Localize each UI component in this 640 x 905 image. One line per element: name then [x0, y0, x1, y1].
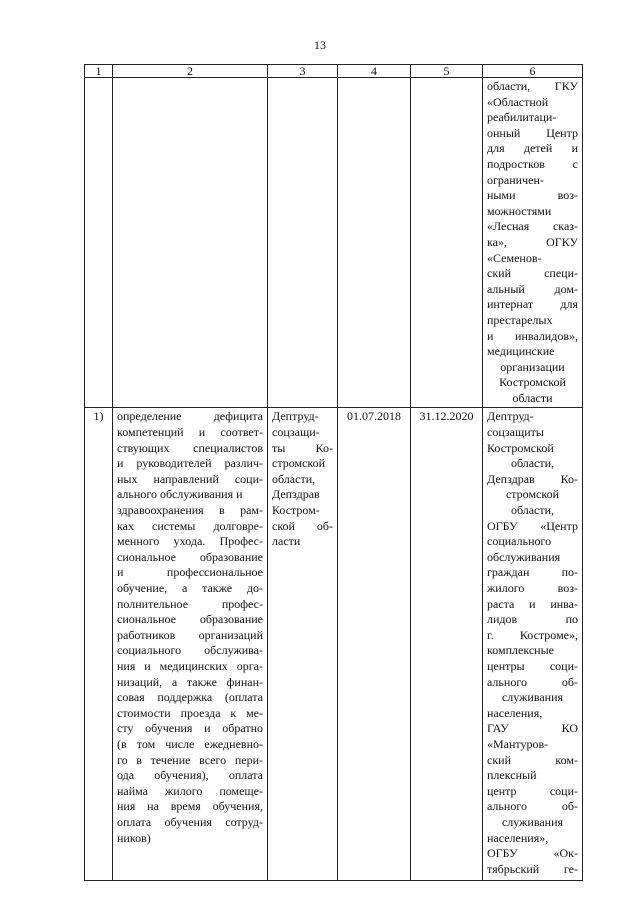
- text-line: подростков с: [487, 156, 578, 171]
- text-line: соцзащиты: [487, 425, 544, 440]
- text-line: ОГБУ «Центр: [487, 518, 578, 533]
- text-line: ка», ОГКУ: [487, 234, 578, 249]
- text-line: Депздрав Ко-: [487, 471, 578, 486]
- text-line: ального об-: [487, 799, 578, 814]
- text-line: низаций, а также финан-: [117, 674, 263, 689]
- text-line: здравоохранения в рам-: [117, 503, 263, 518]
- text-line: престарелых: [487, 312, 553, 327]
- text-line: населения»,: [487, 830, 549, 845]
- header-cell-2: 2: [113, 65, 268, 78]
- text-line: медицинские: [487, 344, 555, 359]
- text-line: ты Ко-: [272, 440, 333, 455]
- table-row: [85, 78, 583, 408]
- text-line: ласти: [272, 534, 301, 549]
- row1-cell-executors: [483, 78, 583, 408]
- text-line: сиональное образование: [117, 612, 263, 627]
- measures-table: [84, 64, 583, 881]
- row1-cell-responsible: [268, 78, 338, 408]
- text-line: совая поддержка (оплата: [117, 690, 263, 705]
- text-line: сту обучения и обратно: [117, 721, 263, 736]
- text-line: ального об-: [487, 674, 578, 689]
- text-line: ников): [117, 830, 151, 845]
- row2-cell-measure: [113, 408, 268, 881]
- text-line: раста и инва-: [487, 596, 578, 611]
- row2-cell-executors: [483, 408, 583, 881]
- text-line: реабилитаци-: [487, 110, 557, 125]
- text-line: Депздрав: [272, 487, 320, 502]
- text-line: лидов по: [487, 612, 578, 627]
- text-line: ОГБУ «Ок-: [487, 846, 578, 861]
- header-cell-4: 4: [338, 65, 411, 78]
- text-line: ального обслуживания и: [117, 487, 243, 502]
- text-line: организации: [500, 359, 565, 374]
- text-line: альный дом-: [487, 281, 578, 296]
- text-line: интернат для: [487, 297, 578, 312]
- header-cell-3: 3: [268, 65, 338, 78]
- text-line: ГАУ КО: [487, 721, 578, 736]
- text-line: г. Костроме»,: [487, 627, 578, 642]
- text-line: жилого воз-: [487, 581, 578, 595]
- text-line: ограничен-: [487, 172, 544, 187]
- text-line: работников организаций: [117, 627, 263, 642]
- header-cell-1: 1: [85, 65, 113, 78]
- table-row: [85, 408, 583, 881]
- text-line: социального: [487, 534, 552, 549]
- text-line: «Семенов-: [487, 250, 542, 265]
- text-line: ствующих специалистов: [117, 440, 263, 455]
- text-line: ния на время обучения,: [117, 799, 263, 814]
- text-line: тябрьский ге-: [487, 861, 578, 876]
- text-line: ода обучения), оплата: [117, 768, 263, 783]
- text-line: области,: [272, 471, 316, 486]
- text-line: и инвалидов»,: [487, 328, 578, 343]
- text-line: ский ком-: [487, 752, 578, 767]
- row2-cell-end-date: 31.12.2020: [411, 408, 483, 881]
- text-line: центр соци-: [487, 783, 578, 798]
- row1-cell-number: [85, 78, 113, 408]
- text-line: области,: [510, 503, 555, 518]
- text-line: «Мантуров-: [487, 736, 549, 751]
- row1-cell-measure: [113, 78, 268, 408]
- text-line: стоимости проезда к ме-: [117, 705, 263, 720]
- text-line: плексный: [487, 768, 537, 783]
- text-line: «Областной: [487, 94, 549, 109]
- text-line: и профессиональное: [117, 565, 263, 580]
- text-line: области: [512, 390, 553, 405]
- table-header-row: [85, 65, 583, 78]
- text-line: менного ухода. Профес-: [117, 534, 263, 549]
- text-line: «Лесная сказ-: [487, 219, 578, 234]
- row2-cell-number: 1): [85, 408, 113, 881]
- text-line: Костромской: [487, 440, 554, 455]
- text-line: области, ГКУ: [487, 79, 578, 93]
- text-line: ской об-: [272, 518, 333, 533]
- header-cell-5: 5: [411, 65, 483, 78]
- text-line: ский специ-: [487, 266, 578, 281]
- text-line: Дептруд-: [272, 409, 319, 424]
- text-line: Костром-: [272, 503, 320, 518]
- row1-cell-end: [411, 78, 483, 408]
- row2-cell-start-date: 01.07.2018: [338, 408, 411, 881]
- text-line: можностями: [487, 203, 552, 218]
- header-cell-6: 6: [483, 65, 583, 78]
- text-line: обслуживания: [487, 549, 561, 564]
- text-line: социального обслужива-: [117, 643, 263, 658]
- text-line: онный Центр: [487, 125, 578, 140]
- text-line: найма жилого помеще-: [117, 783, 263, 798]
- text-line: населения,: [487, 705, 543, 720]
- text-line: (в том числе ежедневно-: [117, 736, 263, 751]
- text-line: комплексные: [487, 643, 554, 658]
- text-line: области,: [510, 456, 555, 471]
- text-line: служивания: [501, 814, 564, 829]
- text-line: соцзащи-: [272, 425, 320, 440]
- text-line: и руководителей различ-: [117, 456, 263, 471]
- text-line: определение дефицита: [117, 409, 263, 424]
- text-line: центры соци-: [487, 658, 578, 673]
- text-line: служивания: [501, 690, 564, 705]
- text-line: стромской: [505, 487, 560, 502]
- text-line: ными воз-: [487, 188, 578, 203]
- text-line: ках системы долговре-: [117, 518, 263, 533]
- row2-cell-responsible: [268, 408, 338, 881]
- page-number: 13: [314, 38, 326, 52]
- text-line: компетенций и соответ-: [117, 425, 263, 440]
- text-line: стромской: [272, 456, 326, 471]
- text-line: граждан по-: [487, 565, 578, 580]
- row1-cell-start: [338, 78, 411, 408]
- text-line: обучение, а также до-: [117, 581, 263, 595]
- text-line: сиональное образование: [117, 549, 263, 564]
- text-line: оплата обучения сотруд-: [117, 814, 263, 829]
- text-line: Дептруд-: [487, 409, 534, 424]
- text-line: го в течение всего пери-: [117, 752, 263, 767]
- text-line: Костромской: [499, 375, 566, 390]
- text-line: ния и медицинских орга-: [117, 658, 263, 673]
- text-line: ных направлений соци-: [117, 471, 263, 486]
- text-line: полнительное профес-: [117, 596, 263, 611]
- text-line: для детей и: [487, 141, 578, 156]
